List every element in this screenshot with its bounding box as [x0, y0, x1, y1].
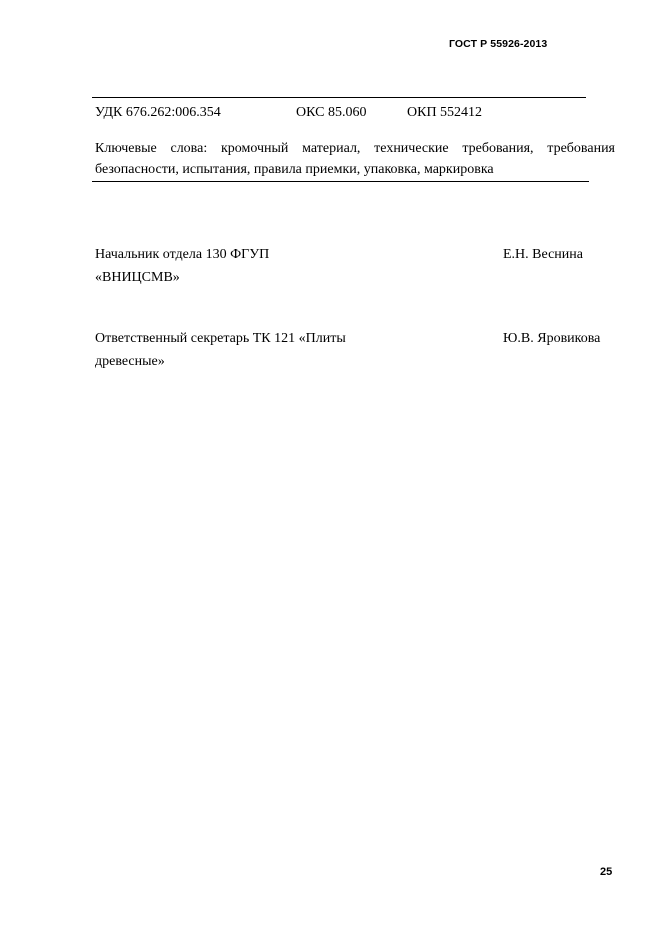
keywords-line-1: Ключевые слова: кромочный материал, технические требования, требования: [95, 141, 615, 156]
top-divider: [92, 97, 586, 98]
signature-name: Е.Н. Веснина: [503, 247, 583, 262]
standard-code-header: ГОСТ Р 55926-2013: [449, 38, 548, 50]
keywords-line-2: безопасности, испытания, правила приемки, упаковка, маркировка: [95, 162, 494, 177]
bottom-divider: [92, 181, 589, 182]
signature-position-line-2: «ВНИЦСМВ»: [95, 270, 180, 285]
signature-name: Ю.В. Яровикова: [503, 331, 601, 346]
keywords-block: [95, 138, 615, 180]
signature-position-line-1: Начальник отдела 130 ФГУП: [95, 247, 270, 262]
page-number: 25: [600, 866, 613, 878]
signature-position: [95, 327, 395, 373]
okp-code: ОКП 552412: [407, 105, 483, 120]
signature-position: [95, 243, 395, 289]
signature-position-line-2: древесные»: [95, 354, 165, 369]
oks-code: ОКС 85.060: [296, 105, 367, 120]
udk-code: УДК 676.262:006.354: [95, 105, 221, 120]
signature-position-line-1: Ответственный секретарь ТК 121 «Плиты: [95, 331, 346, 346]
